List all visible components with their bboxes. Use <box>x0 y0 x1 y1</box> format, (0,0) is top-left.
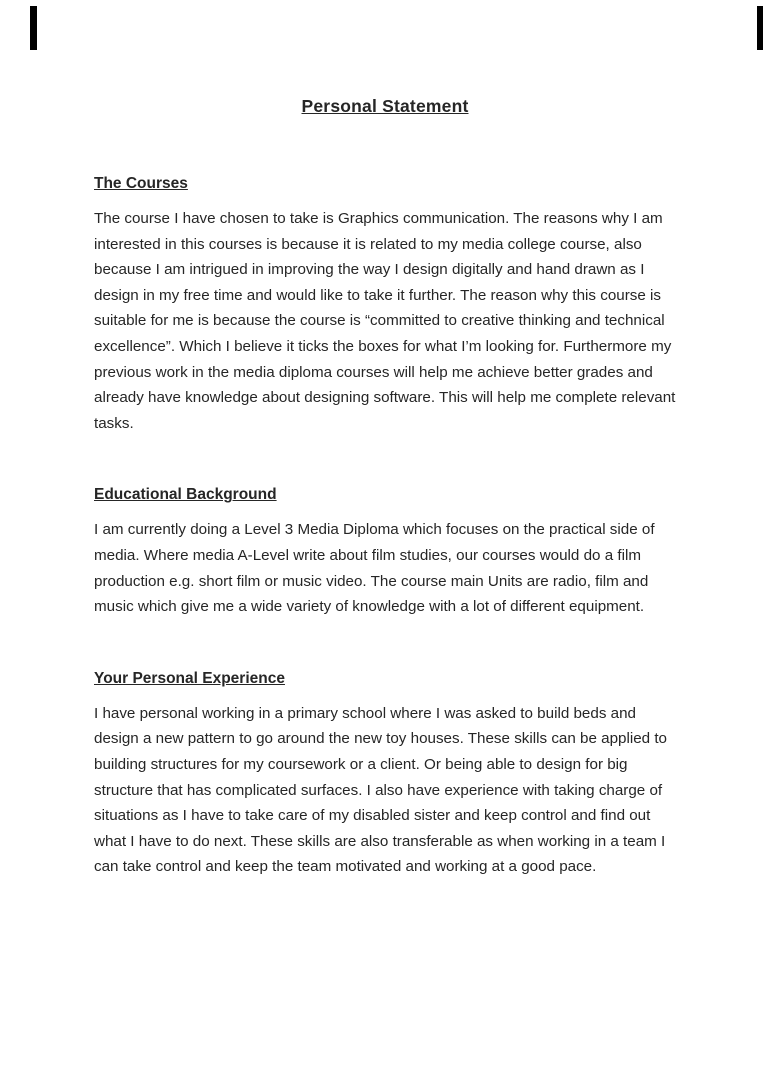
section-educational-background <box>94 486 676 619</box>
scan-mark-top-right <box>757 6 763 50</box>
document-content <box>94 96 676 930</box>
section-heading: Your Personal Experience <box>94 669 285 687</box>
section-heading: Educational Background <box>94 486 277 504</box>
section-paragraph: The course I have chosen to take is Graphics communication. The reasons why I am interested in this courses is because it is related to my media college course, also because I am intrigued in improving the way I design digitally and hand drawn as I design in my free time and would like to take it further. The reason why this course is suitable for me is because the course is “committed to creative thinking and technical excellence”. Which I believe it ticks the boxes for what I’m looking for. Furthermore my previous work in the media diploma courses will help me achieve better grades and already have knowledge about designing software. This will help me complete relevant tasks. <box>94 210 676 432</box>
section-the-courses <box>94 175 676 436</box>
scan-mark-top-left <box>30 6 37 50</box>
section-personal-experience <box>94 670 676 880</box>
section-paragraph: I have personal working in a primary school where I was asked to build beds and design a new pattern to go around the new toy houses. These skills can be applied to building structures for my coursework or a client. Or being able to design for big structure that has complicated surfaces. I also have experience with taking charge of situations as I have to take care of my disabled sister and keep control and find out what I have to do next. These skills are also transferable as when working in a team I can take control and keep the team motivated and working at a good pace. <box>94 704 668 876</box>
page-title: Personal Statement <box>301 96 469 116</box>
section-paragraph: I am currently doing a Level 3 Media Diploma which focuses on the practical side of media. Where media A-Level write about film studies, our courses would do a film production e.g. short film or music video. The course main Units are radio, film and music which give me a wide variety of knowledge with a lot of different equipment. <box>94 521 655 616</box>
section-heading: The Courses <box>94 175 188 192</box>
